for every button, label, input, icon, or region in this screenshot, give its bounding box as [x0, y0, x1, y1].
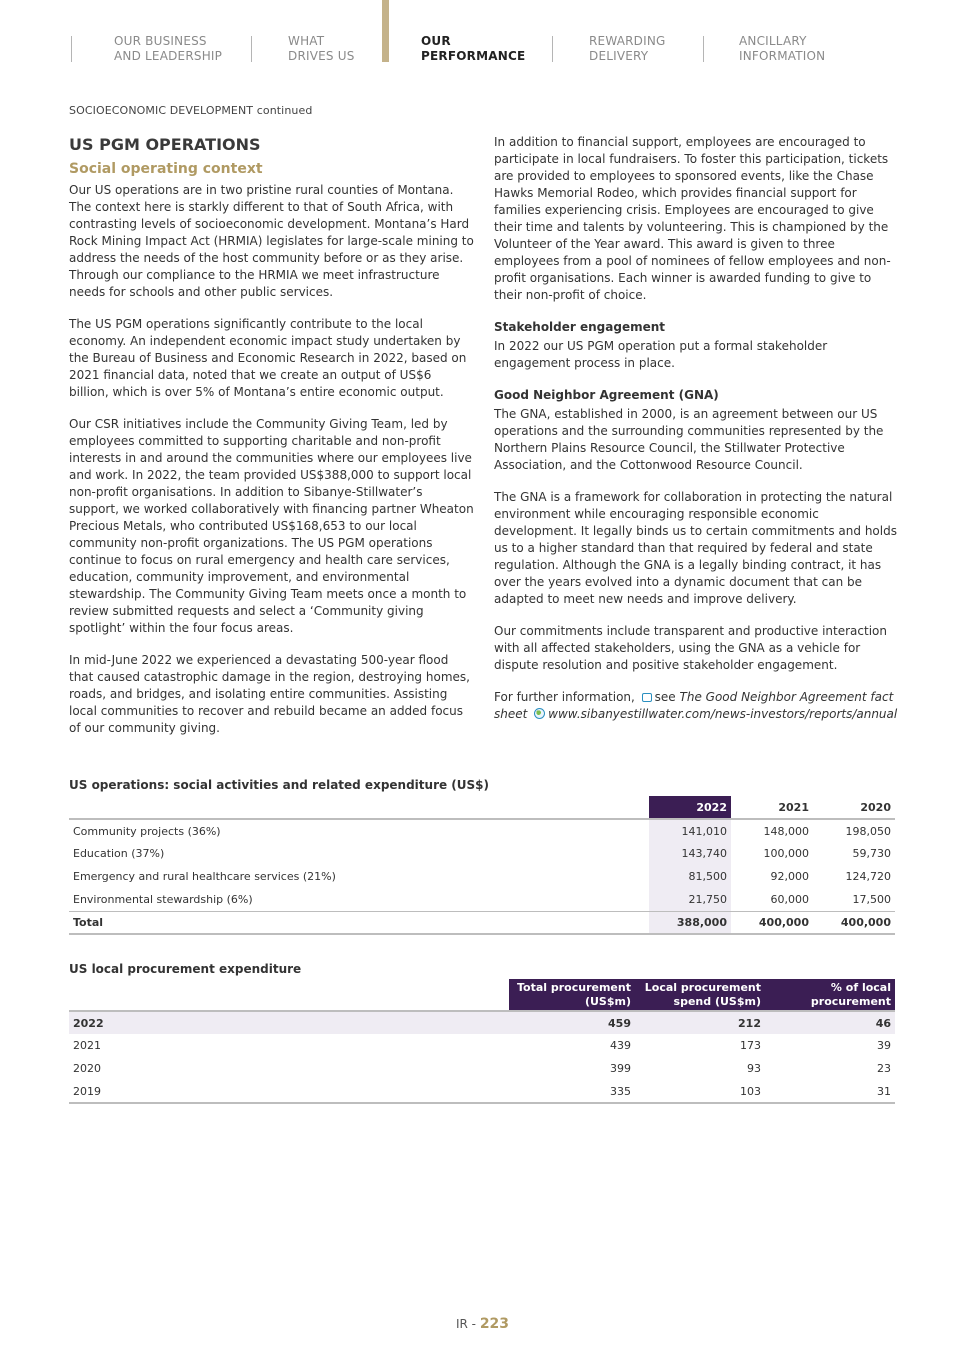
website-link[interactable]: www.sibanyestillwater.com/news-investors/reports/annual	[548, 707, 898, 721]
nav-label-line1: OUR	[421, 34, 451, 48]
cell-value: 92,000	[770, 870, 809, 883]
cell-value: 31	[877, 1084, 891, 1098]
paragraph: The US PGM operations significantly contribute to the local economy. An independent economic impact study undertaken by the Bureau of Business and Economic Research in 2022, based on 2021 financial data, noted that we create an output of US$6 billion, which is over 5% of Montana’s entire economic output.	[69, 317, 467, 399]
cell-value: 46	[765, 1011, 895, 1034]
nav-label-line1: WHAT	[288, 34, 325, 48]
paragraph: The GNA, established in 2000, is an agreement between our US operations and the surrounding communities represented by the Northern Plains Resource Council, the Stillwater Protective Association, and the Cottonwood Resource Council.	[494, 407, 884, 472]
cell-value: 39	[877, 1039, 891, 1052]
table-row	[69, 1034, 895, 1057]
row-label: Emergency and rural healthcare services (21%)	[73, 870, 336, 883]
year-header: 2021	[778, 800, 809, 814]
left-column	[69, 134, 474, 752]
social-expenditure-table	[69, 796, 895, 935]
cell-value: 124,720	[845, 870, 891, 883]
cell-value: 21,750	[649, 888, 731, 911]
globe-icon	[534, 708, 545, 719]
header-line2: (US$m)	[584, 994, 631, 1008]
nav-label-line2: AND LEADERSHIP	[114, 49, 223, 63]
table-row	[69, 1011, 895, 1034]
year-header: 2022	[649, 796, 731, 819]
table-row	[69, 865, 895, 888]
header-line1: Total procurement	[517, 980, 631, 994]
header-line2: spend (US$m)	[673, 994, 761, 1008]
nav-our-business[interactable]	[114, 34, 222, 64]
gna-heading: Good Neighbor Agreement (GNA)	[494, 388, 719, 402]
cell-value: 17,500	[852, 892, 891, 906]
document-icon	[642, 693, 652, 702]
nav-label-line1: OUR BUSINESS	[114, 34, 207, 48]
cell-value: 148,000	[763, 824, 809, 838]
header-line2: procurement	[810, 994, 891, 1008]
paragraph: Our commitments include transparent and productive interaction with all affected stakeholders, using the GNA as a vehicle for dispute resolution and positive stakeholder engagement.	[494, 624, 887, 672]
cell-value: 60,000	[770, 892, 809, 906]
table-row	[69, 819, 895, 842]
table-row	[69, 842, 895, 865]
see-label: see	[654, 690, 676, 704]
column-header	[765, 979, 895, 1011]
nav-active-indicator	[382, 0, 389, 62]
section-label: SOCIOECONOMIC DEVELOPMENT continued	[69, 104, 313, 117]
stakeholder-heading: Stakeholder engagement	[494, 320, 666, 334]
procurement-table	[69, 979, 895, 1104]
table-row	[69, 1057, 895, 1080]
row-label: 2019	[73, 1084, 101, 1098]
header-line1: Local procurement	[644, 980, 761, 994]
nav-label-line1: ANCILLARY	[739, 34, 807, 48]
cell-value: 141,010	[649, 819, 731, 842]
row-label: Total	[69, 911, 649, 934]
paragraph: Our US operations are in two pristine rural counties of Montana. The context here is starkly different to that of South Africa, with contrasting levels of socioeconomic development. Montana’s Hard Rock Mining Impact Act (HRMIA) legislates for large-scale mining to address the needs of the host community before or as they arise. Through our compliance to the HRMIA we meet infrastructure needs for schools and other public services.	[69, 183, 474, 299]
nav-ancillary-information[interactable]	[739, 34, 825, 64]
column-header	[509, 979, 635, 1011]
cell-value: 100,000	[763, 847, 809, 860]
year-header: 2020	[860, 800, 891, 814]
page-footer	[0, 1316, 965, 1332]
table-row	[69, 888, 895, 911]
nav-rewarding-delivery[interactable]	[589, 34, 666, 64]
nav-divider	[552, 36, 553, 62]
nav-label-line2: DELIVERY	[589, 49, 649, 63]
row-label: 2022	[69, 1011, 509, 1034]
cell-value: 400,000	[813, 911, 895, 934]
cell-value: 81,500	[649, 865, 731, 888]
cell-value: 439	[610, 1039, 631, 1052]
document-link[interactable]: The Good Neighbor Agreement fact sheet	[494, 690, 894, 721]
further-information	[494, 689, 899, 723]
table2-title: US local procurement expenditure	[69, 962, 302, 976]
nav-divider	[251, 36, 252, 62]
paragraph: Our CSR initiatives include the Community Giving Team, led by employees committed to supporting charitable and non-profit interests in and around the communities where our employees live and work. In 2022, the team provided US$388,000 to support local non-profit organisations. In addition to Sibanye-Stillwater’s support, we worked collaboratively with financing partner Wheaton Precious Metals, who contributed US$168,653 to our local community non-profit organizations. The US PGM operations continue to focus on rural emergency and health care services, education, community improvement, and environmental stewardship. The Community Giving Team meets once a month to review submitted requests and select a ‘Community giving spotlight’ within the four focus areas.	[69, 417, 474, 635]
paragraph: The GNA is a framework for collaboration in protecting the natural environment while encouraging responsible economic development. It legally binds us to certain commitments and holds us to a higher standard than that required by federal and state regulation. Although the GNA is a legally binding contract, it has over the years evolved into a dynamic document that can be adapted to meet new needs and improve delivery.	[494, 490, 897, 606]
table-header-row	[69, 979, 895, 1011]
row-label: Community projects (36%)	[73, 824, 221, 838]
cell-value: 459	[509, 1011, 635, 1034]
nav-label-line2: DRIVES US	[288, 49, 355, 63]
cell-value: 388,000	[649, 911, 731, 934]
cell-value: 23	[877, 1062, 891, 1075]
cell-value: 212	[635, 1011, 765, 1034]
paragraph: In addition to financial support, employees are encouraged to participate in local fundraisers. To foster this participation, tickets are provided to employees to sponsored events, like the Chase Hawks Memorial Rodeo, which provides financial support for families experiencing crisis. Employees are encouraged to give their time and talents by volunteering. This is championed by the Volunteer of the Year award. This award is given to three employees from a pool of nominees of fellow employees and non-profit organisations. Each winner is awarded funding to give to their non-profit of choice.	[494, 135, 891, 302]
further-prefix: For further information,	[494, 690, 635, 704]
nav-divider	[703, 36, 704, 62]
table-row	[69, 1080, 895, 1103]
row-label: Education (37%)	[73, 847, 165, 860]
right-column	[494, 134, 899, 738]
page-number: 223	[479, 1316, 510, 1332]
table1-title: US operations: social activities and related expenditure (US$)	[69, 778, 490, 792]
table-header-row	[69, 796, 895, 819]
cell-value: 143,740	[649, 842, 731, 865]
subheading: Social operating context	[69, 161, 263, 177]
page-heading: US PGM OPERATIONS	[69, 135, 261, 154]
row-label: Environmental stewardship (6%)	[73, 892, 253, 906]
nav-our-performance[interactable]	[421, 34, 525, 64]
footer-prefix: IR -	[455, 1317, 476, 1331]
nav-label-line2: PERFORMANCE	[421, 49, 526, 63]
cell-value: 59,730	[852, 847, 891, 860]
cell-value: 93	[747, 1062, 761, 1075]
top-navigation	[0, 0, 965, 70]
row-label: 2020	[73, 1062, 101, 1075]
header-line1: % of local	[830, 980, 891, 994]
nav-what-drives-us[interactable]	[288, 34, 355, 64]
cell-value: 399	[610, 1062, 631, 1075]
cell-value: 335	[610, 1084, 631, 1098]
paragraph: In 2022 our US PGM operation put a formal stakeholder engagement process in place.	[494, 339, 828, 370]
paragraph: In mid-June 2022 we experienced a devastating 500-year flood that caused catastrophic damage in the region, destroying homes, roads, and bridges, and isolating entire communities. Assisting local communities to recover and rebuild became an added focus of our community giving.	[69, 653, 470, 735]
cell-value: 173	[740, 1039, 761, 1052]
column-header	[635, 979, 765, 1011]
nav-label-line2: INFORMATION	[739, 49, 826, 63]
nav-divider	[71, 36, 72, 62]
cell-value: 400,000	[731, 911, 813, 934]
nav-label-line1: REWARDING	[589, 34, 666, 48]
row-label: 2021	[73, 1039, 101, 1052]
cell-value: 103	[740, 1084, 761, 1098]
cell-value: 198,050	[845, 824, 891, 838]
total-row	[69, 911, 895, 934]
